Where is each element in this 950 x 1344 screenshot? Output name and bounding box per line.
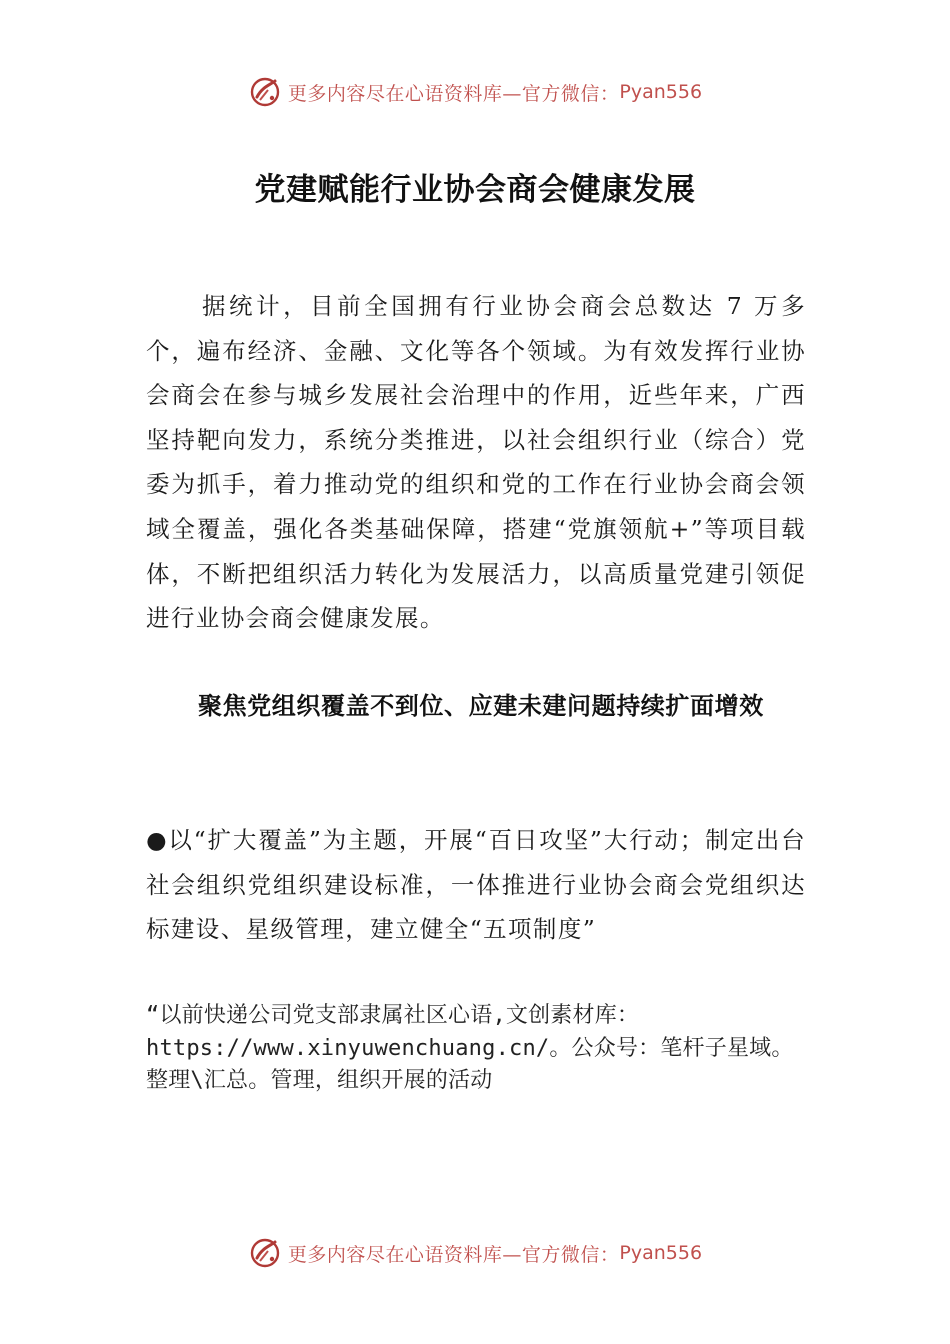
banner-text: 更多内容尽在心语资料库—官方微信： bbox=[287, 1243, 620, 1266]
banner-account: Pyan556 bbox=[619, 81, 703, 103]
page-title: 党建赋能行业协会商会健康发展 bbox=[254, 172, 696, 208]
brush-seal-icon bbox=[248, 75, 282, 109]
banner-text: 更多内容尽在心语资料库—官方微信： bbox=[287, 82, 620, 105]
banner-account: Pyan556 bbox=[619, 1242, 703, 1264]
header-banner bbox=[0, 72, 950, 112]
brush-seal-icon bbox=[248, 1236, 282, 1270]
note-paragraph: “以前快递公司党支部隶属社区心语,文创素材库： https://www.xinyuwenchuang.cn/。公众号：笔杆子星域。 整理\汇总。管理，组织开展的活动 bbox=[146, 1003, 794, 1093]
bullet-paragraph: ●以“扩大覆盖”为主题，开展“百日攻坚”大行动；制定出台社会组织党组织建设标准，一体推进行业协会商会党组织达标建设、星级管理，建立健全“五项制度” bbox=[146, 826, 806, 944]
intro-paragraph: 据统计，目前全国拥有行业协会商会总数达 7 万多个，遍布经济、金融、文化等各个领域。为有效发挥行业协会商会在参与城乡发展社会治理中的作用，近些年来，广西坚持靶向发力，系统分类推进，以社会组织行业（综合）党委为抓手，着力推动党的组织和党的工作在行业协会商会领域全覆盖，强化各类基础保障，搭建“党旗领航+”等项目载体，不断把组织活力转化为发展活力，以高质量党建引领促进行业协会商会健康发展。 bbox=[146, 292, 806, 633]
section-heading: 聚焦党组织覆盖不到位、应建未建问题持续扩面增效 bbox=[198, 692, 764, 720]
footer-banner bbox=[0, 1233, 950, 1273]
